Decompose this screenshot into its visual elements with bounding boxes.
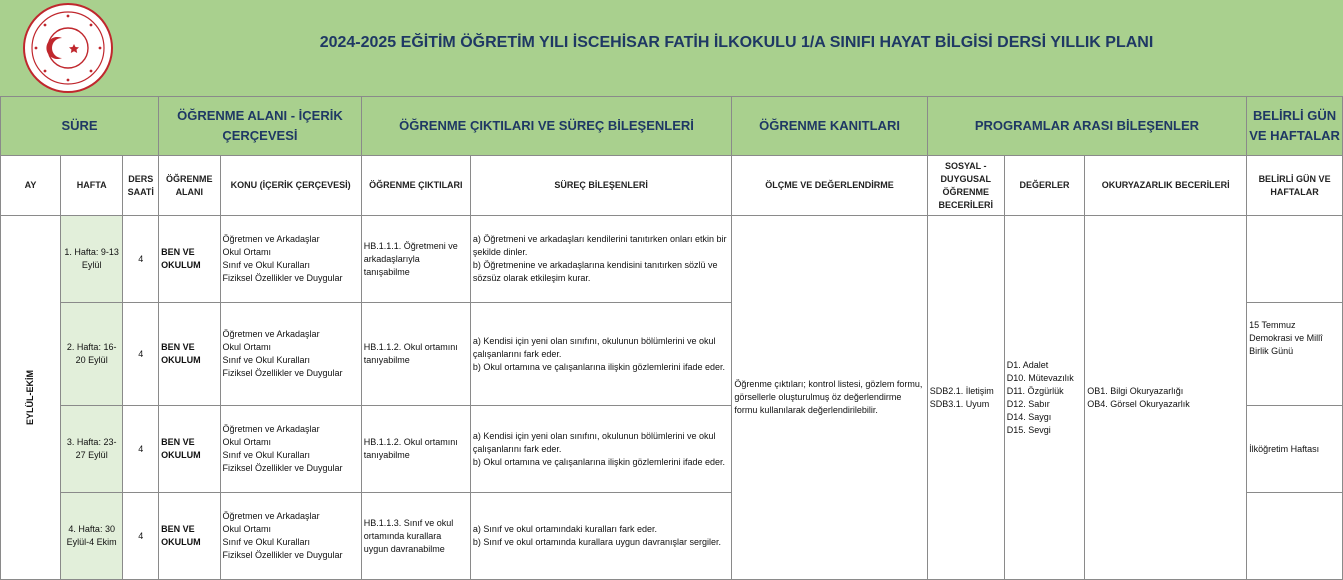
meb-logo: [22, 2, 114, 94]
topic-line: Fiziksel Özellikler ve Duygular: [222, 550, 343, 560]
annual-plan-table: [0, 96, 1343, 580]
col-ay: AY: [1, 156, 61, 216]
process-item: b) Öğretmenine ve arkadaşlarına kendisini tanıtırken sözlü ve sözsüz olarak etkileşim kurar.: [472, 260, 718, 283]
month-label: EYLÜL-EKİM: [25, 370, 35, 425]
topic-line: Okul Ortamı: [222, 247, 272, 257]
topic-line: Sınıf ve Okul Kuralları: [222, 450, 311, 460]
topic-line: Öğretmen ve Arkadaşlar: [222, 511, 320, 521]
col-sosyal: SOSYAL - DUYGUSAL ÖĞRENME BECERİLERİ: [927, 156, 1004, 216]
col-degerler: DEĞERLER: [1004, 156, 1085, 216]
topic-line: Öğretmen ve Arkadaşlar: [222, 424, 320, 434]
topic-cell: [220, 216, 361, 303]
area-cell: BEN VE OKULUM: [159, 406, 220, 493]
topic-line: Öğretmen ve Arkadaşlar: [222, 329, 320, 339]
topic-line: Okul Ortamı: [222, 342, 272, 352]
hours-cell: 4: [123, 406, 159, 493]
topic-line: Sınıf ve Okul Kuralları: [222, 355, 311, 365]
outcome-cell: HB.1.1.1. Öğretmeni ve arkadaşlarıyla tanışabilme: [361, 216, 470, 303]
col-okuryazarlik: OKURYAZARLIK BECERİLERİ: [1085, 156, 1247, 216]
page-title: 2024-2025 EĞİTİM ÖĞRETİM YILI İSCEHİSAR FATİH İLKOKULU 1/A SINIFI HAYAT BİLGİSİ DERSİ YILLIK PLANI: [319, 34, 1154, 51]
header-sure: SÜRE: [1, 97, 159, 156]
social-skill-item: SDB3.1. Uyum: [929, 398, 990, 409]
col-ogrenme-ciktilari: ÖĞRENME ÇIKTILARI: [361, 156, 470, 216]
process-item: b) Sınıf ve okul ortamında kurallara uygun davranışlar sergiler.: [472, 537, 722, 547]
special-days-cell: [1247, 216, 1343, 303]
header-ciktilar: ÖĞRENME ÇIKTILARI VE SÜREÇ BİLEŞENLERİ: [361, 97, 732, 156]
process-cell: [470, 216, 731, 303]
special-days-cell: İlköğretim Haftası: [1247, 406, 1343, 493]
outcome-cell: HB.1.1.2. Okul ortamını tanıyabilme: [361, 303, 470, 406]
process-cell: [470, 406, 731, 493]
header-kanitlar: ÖĞRENME KANITLARI: [732, 97, 927, 156]
special-days-cell: 15 Temmuz Demokrasi ve Millî Birlik Günü: [1247, 303, 1343, 406]
topic-cell: [220, 493, 361, 580]
area-cell: BEN VE OKULUM: [159, 493, 220, 580]
header-ogrenme-alani: ÖĞRENME ALANI - İÇERİK ÇERÇEVESİ: [159, 97, 362, 156]
area-cell: BEN VE OKULUM: [159, 303, 220, 406]
table-row: [1, 216, 1343, 303]
value-item: D11. Özgürlük: [1006, 385, 1064, 396]
process-item: a) Öğretmeni ve arkadaşları kendilerini tanıtırken onları etkin bir şekilde dinler.: [472, 234, 727, 257]
topic-line: Fiziksel Özellikler ve Duygular: [222, 273, 343, 283]
assessment-cell: Öğrenme çıktıları; kontrol listesi, gözlem formu, görsellerle oluşturulmuş öz değerlendirme formu kullanılarak değerlendirilebilir.: [732, 216, 927, 580]
process-item: b) Okul ortamına ve çalışanlarına ilişkin gözlemlerini ifade eder.: [472, 456, 726, 467]
header-belirli: BELİRLİ GÜN VE HAFTALAR: [1247, 97, 1343, 156]
topic-line: Fiziksel Özellikler ve Duygular: [222, 368, 343, 378]
col-olcme: ÖLÇME VE DEĞERLENDİRME: [732, 156, 927, 216]
process-item: b) Okul ortamına ve çalışanlarına ilişkin gözlemlerini ifade eder.: [472, 361, 726, 372]
topic-line: Fiziksel Özellikler ve Duygular: [222, 463, 343, 473]
process-cell: [470, 493, 731, 580]
hours-cell: 4: [123, 303, 159, 406]
literacy-item: OB4. Görsel Okuryazarlık: [1087, 398, 1190, 409]
area-cell: BEN VE OKULUM: [159, 216, 220, 303]
value-item: D15. Sevgi: [1006, 424, 1051, 435]
column-header-row: [1, 156, 1343, 216]
process-item: a) Sınıf ve okul ortamındaki kuralları fark eder.: [472, 524, 657, 534]
value-item: D1. Adalet: [1006, 359, 1049, 370]
special-days-cell: [1247, 493, 1343, 580]
topic-line: Okul Ortamı: [222, 437, 272, 447]
week-cell: 3. Hafta: 23-27 Eylül: [61, 406, 123, 493]
week-cell: 4. Hafta: 30 Eylül-4 Ekim: [61, 493, 123, 580]
topic-cell: [220, 303, 361, 406]
hours-cell: 4: [123, 493, 159, 580]
process-item: a) Kendisi için yeni olan sınıfını, okulunun bölümlerini ve okul çalışanlarını fark eder.: [472, 335, 716, 359]
col-konu: KONU (İÇERİK ÇERÇEVESİ): [220, 156, 361, 216]
group-header-row: [1, 97, 1343, 156]
outcome-cell: HB.1.1.2. Okul ortamını tanıyabilme: [361, 406, 470, 493]
col-ders-saati: DERS SAATİ: [123, 156, 159, 216]
outcome-cell: HB.1.1.3. Sınıf ve okul ortamında kurallara uygun davranabilme: [361, 493, 470, 580]
hours-cell: 4: [123, 216, 159, 303]
topic-line: Öğretmen ve Arkadaşlar: [222, 234, 320, 244]
topic-line: Sınıf ve Okul Kuralları: [222, 260, 311, 270]
literacy-cell: [1085, 216, 1247, 580]
week-cell: 1. Hafta: 9-13 Eylül: [61, 216, 123, 303]
values-cell: [1004, 216, 1085, 580]
process-item: a) Kendisi için yeni olan sınıfını, okulunun bölümlerini ve okul çalışanlarını fark eder.: [472, 430, 716, 454]
topic-line: Okul Ortamı: [222, 524, 272, 534]
col-ogrenme-alani: ÖĞRENME ALANI: [159, 156, 220, 216]
value-item: D14. Saygı: [1006, 411, 1052, 422]
topic-cell: [220, 406, 361, 493]
week-cell: 2. Hafta: 16-20 Eylül: [61, 303, 123, 406]
header-programlar: PROGRAMLAR ARASI BİLEŞENLER: [927, 97, 1246, 156]
topic-line: Sınıf ve Okul Kuralları: [222, 537, 311, 547]
month-cell: [1, 216, 61, 580]
social-skill-item: SDB2.1. İletişim: [929, 385, 994, 396]
col-hafta: HAFTA: [61, 156, 123, 216]
value-item: D12. Sabır: [1006, 398, 1050, 409]
process-cell: [470, 303, 731, 406]
col-belirli: BELİRLİ GÜN VE HAFTALAR: [1247, 156, 1343, 216]
social-skills-cell: [927, 216, 1004, 580]
title-bar: [0, 0, 1343, 96]
col-surec: SÜREÇ BİLEŞENLERİ: [470, 156, 731, 216]
value-item: D10. Mütevazılık: [1006, 372, 1074, 383]
literacy-item: OB1. Bilgi Okuryazarlığı: [1087, 385, 1184, 396]
